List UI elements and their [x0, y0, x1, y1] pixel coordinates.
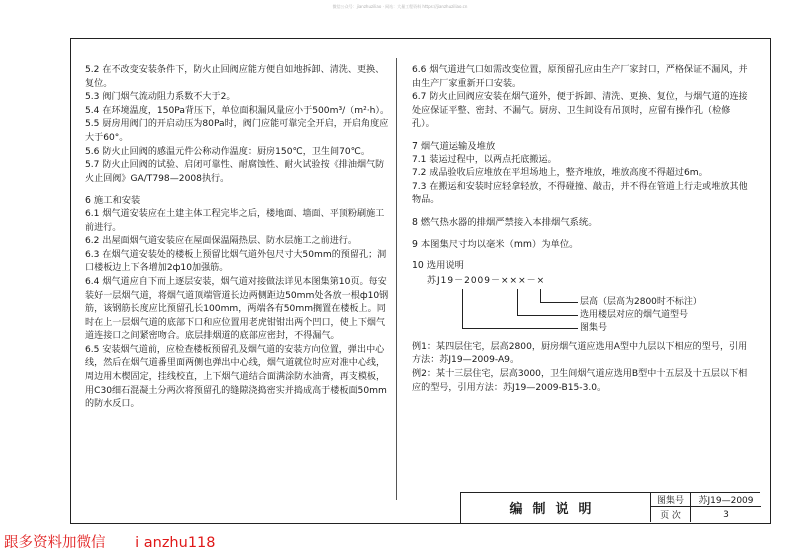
paragraph-6-7: 6.7 防火止回阀应安装在烟气道外，便于拆卸、清洗、更换、复位，与烟气道的连接处应保证平整、密封、不漏气。厨房、卫生间设有吊顶时，应留有操作孔（检修孔）。: [412, 92, 748, 130]
column-divider: [396, 58, 397, 500]
paragraph-5-2: 5.2 在不改变安装条件下，防火止回阀应能方便自如地拆卸、清洗、更换、复位。: [85, 65, 385, 89]
section-6-heading: 6 施工和安装: [85, 195, 141, 207]
code-label-floor-height: 层高（层高为2800时不标注）: [580, 296, 702, 307]
paragraph-7-1: 7.1 装运过程中，以两点托底搬运。: [412, 154, 557, 165]
paragraph-5-4: 5.4 在环境温度，150Pa背压下，单位面积漏风量应小于500m³/（m²·h）。: [85, 105, 390, 116]
paragraph-7-2: 7.2 成品验收后应堆放在平坦场地上，整齐堆放，堆放高度不得超过6m。: [412, 168, 708, 179]
paragraph-5-5: 5.5 厨房用阀门的开启动压为80Pa时，阀门应能可靠完全开启，开启角度应大于60°。: [85, 119, 389, 143]
section-8: 8 燃气热水器的排烟严禁接入本排烟气系统。: [412, 216, 598, 228]
paragraph-6-4: 6.4 烟气道应自下而上逐层安装，烟气道对接做法详见本图集第10页。每安装好一层烟气道，将烟气道顶端管道长边两侧距边50mm处各放一根ф10钢筋，该钢筋长度应比预留孔长100mm，两端各有50mm搁置在楼板上。同时在上一层烟气道的底部下口和应位置用老虎钳钳出两个凹口，使上下烟气道连接口之间紧密吻合。底层排烟道的底部应密封，不得漏气。: [85, 276, 389, 342]
footer-left-text: 跟多资料加微信: [4, 535, 106, 551]
section-7-heading: 7 烟气道运输及堆放: [412, 140, 496, 152]
atlas-number: 苏J19—2009: [691, 493, 761, 507]
right-column: [412, 64, 752, 395]
paragraph-6-5: 6.5 安装烟气道前，应检查楼板预留孔及烟气道的安装方向位置，弹出中心线，然后在烟气道番里面两侧也弹出中心线，烟气道就位时应对准中心线，周边用木楔固定，挂线校直，上下烟气道结合面满涂防水油膏，再支模板，用C30细石混凝土分两次将预留孔的缝隙浇捣密实并捣成高于楼板面50mm的防水反口。: [85, 344, 387, 410]
paragraph-6-1: 6.1 烟气道安装应在土建主体工程完毕之后，楼地面、墙面、平顶粉刷施工前进行。: [85, 208, 385, 233]
paragraph-7-3: 7.3 在搬运和安装时应轻拿轻放，不得碰撞、敲击，并不得在管道上行走或堆放其他物品。: [412, 181, 748, 206]
footer-right-text: i anzhu118: [135, 535, 216, 551]
paragraph-5-3: 5.3 阀门烟气流动阻力系数不大于2。: [85, 92, 236, 103]
section-10-heading: 10 选用说明: [412, 260, 464, 272]
code-label-model: 选用楼层对应的烟气道型号: [580, 309, 689, 320]
left-column: [85, 64, 390, 412]
footer-watermark: [4, 531, 241, 552]
example-2: 例2：某十三层住宅，层高3000，卫生间烟气道应选用B型中十五层及十五层以下相应的型号，引用方法：苏J19—2009-B15-3.0。: [412, 368, 748, 393]
code-label-atlas: 图集号: [580, 322, 608, 333]
code-format: 苏J19－2009－×××－×: [427, 275, 546, 286]
title-block: [460, 492, 760, 523]
top-banner: 微信公众号：jianzhuziliao · 网站：大量工程资料 https://jianzhuziliao.cn: [332, 4, 468, 9]
page-number: 3: [723, 509, 729, 520]
code-format-diagram: [412, 275, 752, 341]
atlas-label: 图集号: [651, 493, 691, 507]
section-9: 9 本图集尺寸均以毫米（mm）为单位。: [412, 238, 579, 250]
page-label: 页 次: [651, 507, 691, 522]
example-1: 例1：某四层住宅，层高2800，厨房烟气道应选用A型中九层以下相应的型号，引用方法：苏J19—2009-A9。: [412, 341, 748, 366]
paragraph-6-2: 6.2 出屋面烟气道安装应在屋面保温隔热层、防水层施工之前进行。: [85, 236, 357, 247]
title-block-title: 编制说明: [461, 493, 651, 522]
paragraph-5-6: 5.6 防火止回阀的感温元件公称动作温度：厨房150℃，卫生间70℃。: [85, 146, 370, 157]
paragraph-6-6: 6.6 烟气道进气口如需改变位置，原预留孔应由生产厂家封口，严格保证不漏风，并由生产厂家重新开口安装。: [412, 65, 748, 89]
paragraph-5-7: 5.7 防火止回阀的试验、启闭可靠性、耐腐蚀性、耐火试验按《排油烟气防火止回阀》GA/T798—2008执行。: [85, 160, 385, 184]
paragraph-6-3: 6.3 在烟气道安装处的楼板上预留比烟气道外包尺寸大50mm的预留孔；洞口楼板边上下各增加2ф10加强筋。: [85, 249, 387, 274]
